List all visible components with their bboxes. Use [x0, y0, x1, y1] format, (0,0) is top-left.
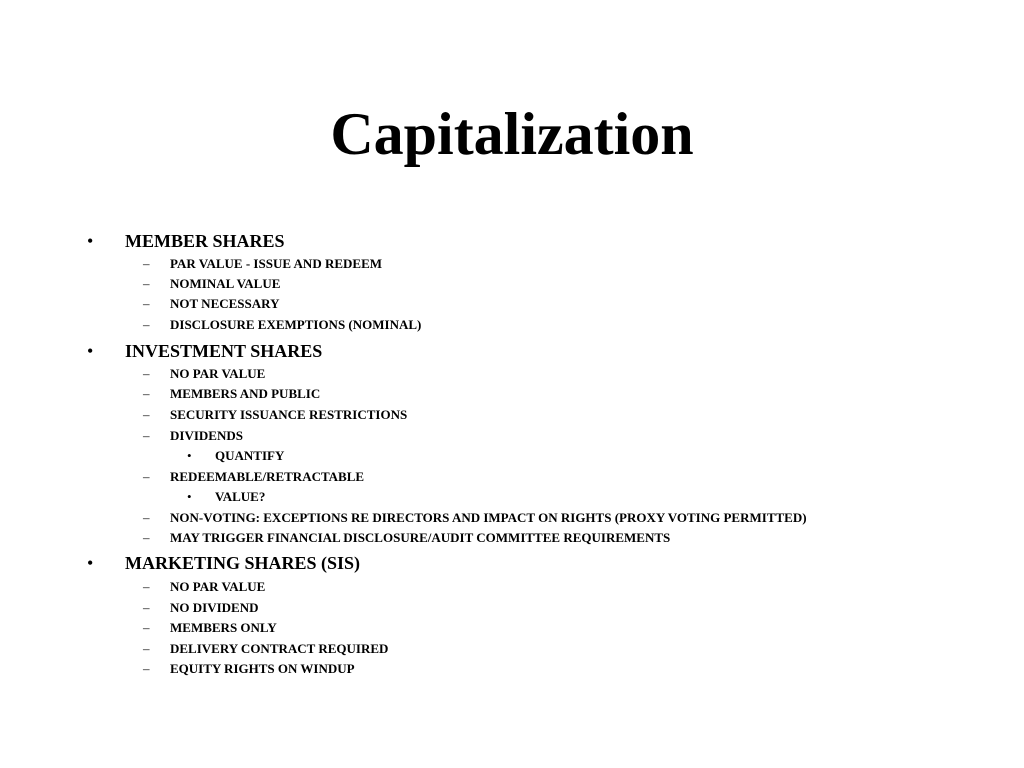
bullet-marker: •: [87, 341, 94, 361]
dash-marker: –: [143, 428, 150, 443]
outline-item-text: MEMBERS AND PUBLIC: [170, 386, 321, 401]
outline-item-text: NO PAR VALUE: [170, 579, 266, 594]
outline-item-text: NOMINAL VALUE: [170, 276, 281, 291]
outline-item-text: SECURITY ISSUANCE RESTRICTIONS: [170, 407, 408, 422]
dash-marker: –: [143, 276, 150, 291]
outline-item-text: NON-VOTING: EXCEPTIONS RE DIRECTORS AND IMPACT ON RIGHTS (PROXY VOTING PERMITTED): [170, 510, 807, 525]
outline-item-text: DISCLOSURE EXEMPTIONS (NOMINAL): [170, 317, 422, 332]
slide-title: Capitalization: [330, 101, 694, 167]
outline-item-text: MEMBERS ONLY: [170, 620, 277, 635]
outline-item-text: INVESTMENT SHARES: [125, 341, 323, 361]
dash-marker: –: [143, 386, 150, 401]
dash-marker: –: [143, 317, 150, 332]
dash-marker: –: [143, 296, 150, 311]
outline-item-text: MEMBER SHARES: [125, 231, 285, 251]
dash-marker: –: [143, 661, 150, 676]
dash-marker: –: [143, 510, 150, 525]
outline-item-text: MARKETING SHARES (SIS): [125, 553, 361, 573]
dash-marker: –: [143, 530, 150, 545]
outline-item-text: NOT NECESSARY: [170, 296, 280, 311]
outline-item-text: NO DIVIDEND: [170, 600, 259, 615]
dash-marker: –: [143, 620, 150, 635]
dash-marker: –: [143, 600, 150, 615]
outline-item-text: PAR VALUE - ISSUE AND REDEEM: [170, 256, 383, 271]
bullet-marker: •: [87, 553, 94, 573]
dash-marker: –: [143, 469, 150, 484]
outline-item-text: DIVIDENDS: [170, 428, 243, 443]
bullet-marker: •: [187, 489, 192, 504]
outline-item-text: MAY TRIGGER FINANCIAL DISCLOSURE/AUDIT COMMITTEE REQUIREMENTS: [170, 530, 671, 545]
dash-marker: –: [143, 256, 150, 271]
bullet-marker: •: [87, 231, 94, 251]
outline-item-text: NO PAR VALUE: [170, 366, 266, 381]
outline-item-text: DELIVERY CONTRACT REQUIRED: [170, 641, 389, 656]
outline-item-text: EQUITY RIGHTS ON WINDUP: [170, 661, 355, 676]
dash-marker: –: [143, 366, 150, 381]
dash-marker: –: [143, 407, 150, 422]
outline-item-text: VALUE?: [215, 489, 266, 504]
dash-marker: –: [143, 641, 150, 656]
outline-item-text: QUANTIFY: [215, 448, 285, 463]
dash-marker: –: [143, 579, 150, 594]
outline-item-text: REDEEMABLE/RETRACTABLE: [170, 469, 365, 484]
bullet-marker: •: [187, 448, 192, 463]
